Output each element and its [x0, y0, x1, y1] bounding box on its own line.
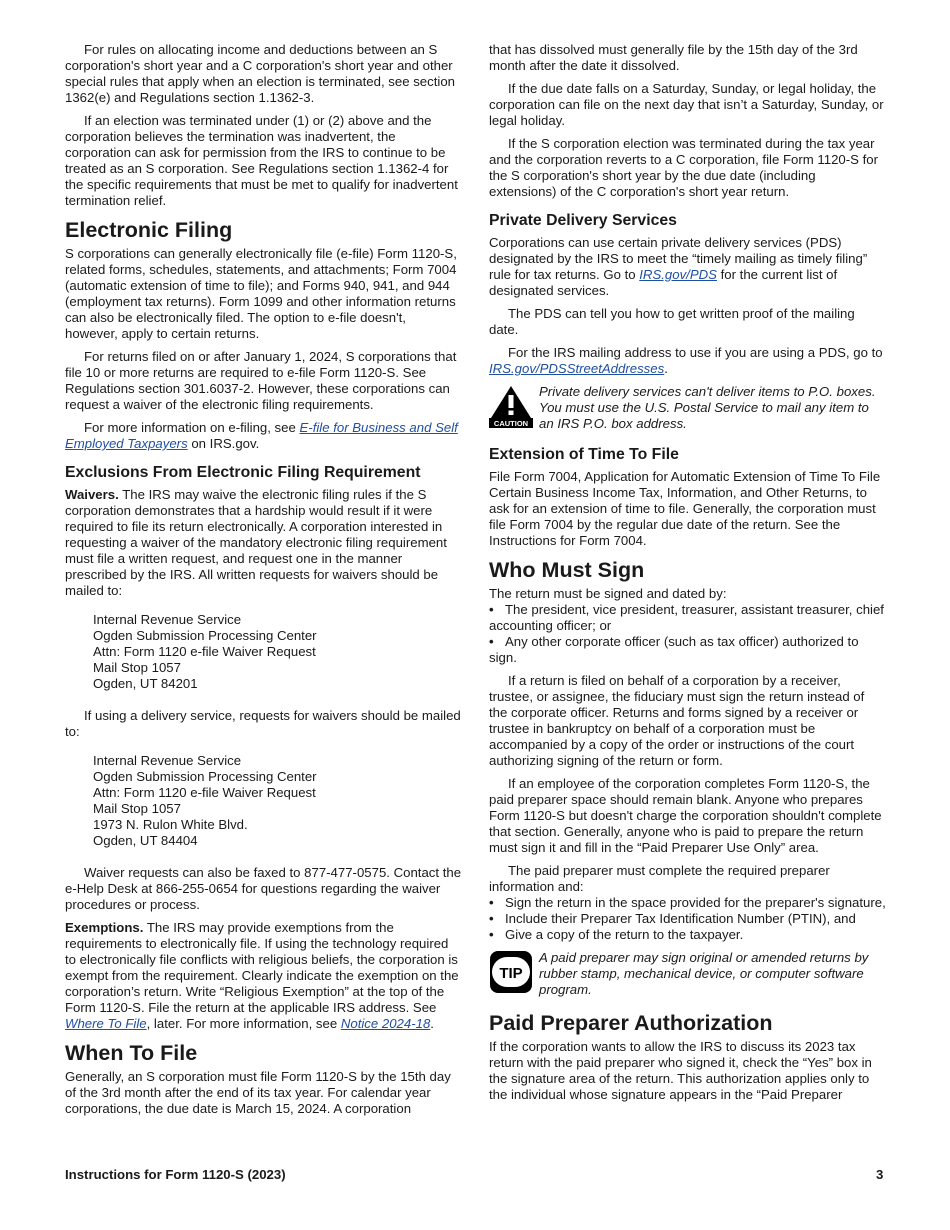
- paragraph-sign-intro: The return must be signed and dated by:: [489, 586, 727, 601]
- bullet: •: [489, 634, 494, 649]
- link-pds-street-addresses[interactable]: IRS.gov/PDSStreetAddresses: [489, 361, 665, 376]
- footer-title: Instructions for Form 1120-S (2023): [65, 1167, 286, 1182]
- heading-exclusions: Exclusions From Electronic Filing Requirement: [65, 464, 421, 481]
- heading-when-to-file: When To File: [65, 1041, 198, 1065]
- link-irs-pds[interactable]: IRS.gov/PDS: [639, 267, 717, 282]
- heading-extension: Extension of Time To File: [489, 446, 679, 463]
- bullet: •: [489, 895, 494, 910]
- paragraph-dissolved-continued: that has dissolved must generally file by the 15th day of the 3rd month after the date it dissolved.: [489, 42, 858, 73]
- paragraph-waivers: Waivers. The IRS may waive the electronic filing rules if the S corporation demonstrates that a hardship would result if it were required to file its return electronically. A corporation interested in requesting a waiver of the mandatory electronic filing requirement must file a written request, and request one in the manner prescribed by the IRS. All written requests for waivers should be mailed to:: [65, 487, 447, 598]
- tip-label: TIP: [499, 965, 523, 982]
- paragraph-pds-proof: The PDS can tell you how to get written proof of the mailing date.: [489, 306, 855, 337]
- address-line: Attn: Form 1120 e-file Waiver Request: [93, 785, 316, 800]
- paragraph-inadvertent-termination: If an election was terminated under (1) or (2) above and the corporation believes the termination was inadvertent, the corporation can ask for permission from the IRS to continue to be treated as an S corporation. See Regulations section 1.1362-4 for the specific requirements that must be met to qualify for inadvertent termination relief.: [65, 113, 458, 208]
- bullet: •: [489, 927, 494, 942]
- paragraph-efile-intro: S corporations can generally electronically file (e-file) Form 1120-S, related forms, schedules, statements, and attachments; Form 7004 (automatic extension of time to file); and Forms 940, 941, and 944 (employment tax returns). Form 1099 and other information returns can also be electronically filed. The option to e-file doesn't, however, apply to certain returns.: [65, 246, 457, 341]
- paragraph-holiday: If the due date falls on a Saturday, Sunday, or legal holiday, the corporation can file on the next day that isn’t a Saturday, Sunday, or legal holiday.: [489, 81, 884, 128]
- address-line: Ogden, UT 84201: [93, 676, 198, 691]
- address-line: Internal Revenue Service: [93, 753, 242, 768]
- heading-private-delivery: Private Delivery Services: [489, 212, 677, 229]
- preparer-list: [489, 895, 886, 943]
- paragraph-allocation-rules: For rules on allocating income and deductions between an S corporation's short year and a C corporation's short year and other special rules that apply when an election is terminated, see section 1362(e) and Regulations section 1.1362-3.: [65, 42, 455, 105]
- run-in-waivers: Waivers.: [65, 487, 119, 502]
- address-line: Ogden Submission Processing Center: [93, 769, 317, 784]
- paragraph-fiduciary: If a return is filed on behalf of a corporation by a receiver, trustee, or assignee, the fiduciary must sign the return instead of the corporate officer. Returns and forms signed by a receiver or trustee in bankruptcy on behalf of a corporation must be accompanied by a copy of the order or instructions of the court authorizing signing of the return or form.: [489, 673, 865, 768]
- mailing-address-waiver: [93, 612, 462, 692]
- address-line: Ogden Submission Processing Center: [93, 628, 317, 643]
- paragraph-pds-address: For the IRS mailing address to use if you are using a PDS, go to IRS.gov/PDSStreetAddresses.: [489, 345, 883, 376]
- list-item: • The president, vice president, treasurer, assistant treasurer, chief accounting officer; or: [489, 602, 884, 633]
- address-line: 1973 N. Rulon White Blvd.: [93, 817, 248, 832]
- address-line: Mail Stop 1057: [93, 660, 181, 675]
- run-in-exemptions: Exemptions.: [65, 920, 144, 935]
- paragraph-paid-preparer-authorization: If the corporation wants to allow the IRS to discuss its 2023 tax return with the paid preparer who signed it, check the “Yes” box in the signature area of the return. This authorization applies only to the individual whose signature appears in the “Paid Preparer: [489, 1039, 872, 1102]
- page-number: 3: [876, 1167, 884, 1182]
- tip-text: A paid preparer may sign original or amended returns by rubber stamp, mechanical device, or computer software program.: [539, 950, 869, 997]
- paragraph-fax-waiver: Waiver requests can also be faxed to 877-477-0575. Contact the e-Help Desk at 866-255-0654 for questions regarding the waiver procedures or process.: [65, 865, 462, 912]
- delivery-address-waiver: [93, 753, 462, 849]
- address-line: Attn: Form 1120 e-file Waiver Request: [93, 644, 316, 659]
- address-line: Ogden, UT 84404: [93, 833, 198, 848]
- tip-icon: [489, 950, 533, 999]
- right-column: [489, 42, 886, 1110]
- left-column: [65, 42, 462, 1124]
- heading-paid-preparer-authorization: Paid Preparer Authorization: [489, 1011, 773, 1035]
- signer-list: [489, 602, 886, 666]
- list-item: • Give a copy of the return to the taxpayer.: [489, 927, 744, 942]
- link-where-to-file[interactable]: Where To File: [65, 1016, 147, 1031]
- paragraph-pds-intro: Corporations can use certain private delivery services (PDS) designated by the IRS to meet the “timely mailing as timely filing” rule for tax returns. Go to IRS.gov/PDS for the current list of designated services.: [489, 235, 868, 298]
- caution-icon: [489, 384, 533, 433]
- paragraph-efile-more-info: For more information on e-filing, see E-file for Business and Self Employed Taxpayers on IRS.gov.: [65, 420, 458, 451]
- tip-note: [489, 950, 886, 999]
- link-efile-business[interactable]: E-file for Business and Self Employed Taxpayers: [65, 420, 458, 451]
- caution-note: [489, 384, 886, 433]
- link-notice-2024-18[interactable]: Notice 2024-18: [340, 1016, 431, 1031]
- list-item: • Include their Preparer Tax Identification Number (PTIN), and: [489, 911, 856, 926]
- paragraph-employee-preparer: If an employee of the corporation completes Form 1120-S, the paid preparer space should remain blank. Anyone who prepares Form 1120-S but doesn't charge the corporation shouldn't complete that section. Generally, anyone who is paid to prepare the return must sign it and fill in the “Paid Preparer Use Only” area.: [489, 776, 882, 855]
- paragraph-delivery-service: If using a delivery service, requests for waivers should be mailed to:: [65, 708, 461, 739]
- heading-who-must-sign: Who Must Sign: [489, 558, 645, 582]
- caution-label: CAUTION: [493, 419, 529, 428]
- paragraph-when-to-file: Generally, an S corporation must file Form 1120-S by the 15th day of the 3rd month after the end of its tax year. For calendar year corporations, the due date is March 15, 2024. A corporation: [65, 1069, 451, 1116]
- bullet: •: [489, 911, 494, 926]
- heading-electronic-filing: Electronic Filing: [65, 218, 233, 242]
- list-item: • Sign the return in the space provided for the preparer's signature,: [489, 895, 886, 910]
- caution-text: Private delivery services can't deliver items to P.O. boxes. You must use the U.S. Postal Service to mail any item to an IRS P.O. box address.: [539, 384, 876, 431]
- address-line: Mail Stop 1057: [93, 801, 181, 816]
- paragraph-terminated-election: If the S corporation election was terminated during the tax year and the corporation reverts to a C corporation, file Form 1120-S for the S corporation's short year by the due date (including extensions) of the C corporation's short year return.: [489, 136, 878, 199]
- paragraph-extension: File Form 7004, Application for Automatic Extension of Time To File Certain Business Income Tax, Information, and Other Returns, to ask for an extension of time to file. Generally, the corporation must file Form 7004 by the regular due date of the return. See the Instructions for Form 7004.: [489, 469, 881, 548]
- paragraph-efile-requirement: For returns filed on or after January 1, 2024, S corporations that file 10 or more returns are required to e-file Form 1120-S. See Regulations section 301.6037-2. However, these corporations can request a waiver of the electronic filing requirements.: [65, 349, 457, 412]
- paragraph-paid-preparer: The paid preparer must complete the required preparer information and:: [489, 863, 830, 894]
- paragraph-exemptions: Exemptions. The IRS may provide exemptions from the requirements to electronically file. If using the technology required to electronically file conflicts with religious beliefs, the corporation is exempt from the requirement. Clearly indicate the exemption on the corporation’s return. Write “Religious Exemption” at the top of the Form 1120-S. File the return at the applicable IRS address. See Where To File, later. For more information, see Notice 2024-18.: [65, 920, 459, 1031]
- address-line: Internal Revenue Service: [93, 612, 242, 627]
- list-item: • Any other corporate officer (such as tax officer) authorized to sign.: [489, 634, 859, 665]
- bullet: •: [489, 602, 494, 617]
